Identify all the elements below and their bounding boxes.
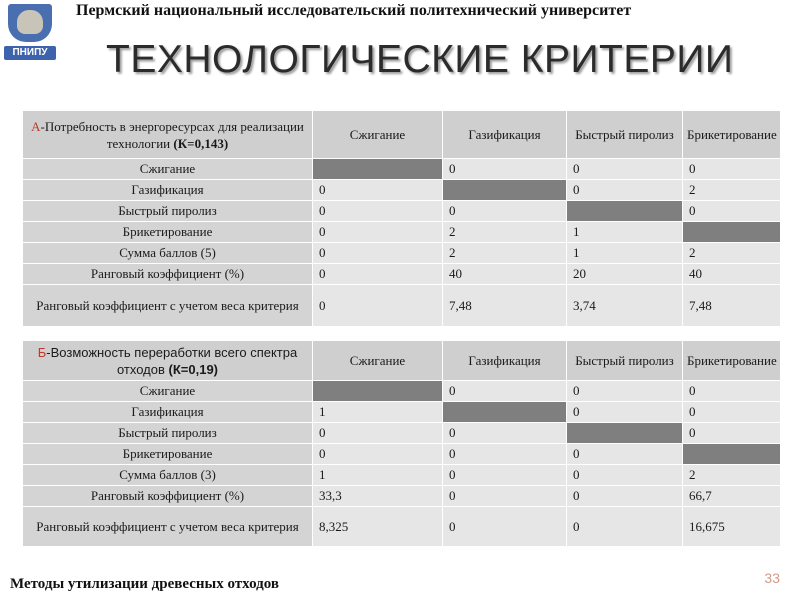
table-a-caption-text: -Потребность в энергоресурсах для реализации технологии: [40, 118, 304, 151]
table-cell: 20: [567, 264, 683, 285]
footer-title: Методы утилизации древесных отходов: [10, 576, 279, 592]
university-name: Пермский национальный исследовательский политехнический университет: [76, 2, 632, 19]
table-cell: 0: [443, 159, 567, 180]
table-cell: 0: [313, 243, 443, 264]
table-row: [23, 243, 781, 264]
table-cell: 0: [313, 180, 443, 201]
table-row: [23, 486, 781, 507]
table-cell: 0: [683, 201, 781, 222]
table-row: [23, 159, 781, 180]
university-logo: [4, 4, 56, 64]
table-row: [23, 507, 781, 547]
table-row: [23, 285, 781, 327]
table-cell: 1: [567, 243, 683, 264]
table-a-caption: [23, 111, 313, 159]
table-cell: 0: [567, 486, 683, 507]
table-cell: 0: [313, 444, 443, 465]
row-label: Сумма баллов (5): [23, 243, 313, 264]
table-cell: 8,325: [313, 507, 443, 547]
table-cell: 1: [567, 222, 683, 243]
row-label: Быстрый пиролиз: [23, 423, 313, 444]
table-cell: 0: [313, 285, 443, 327]
table-cell: 0: [443, 444, 567, 465]
row-label: Ранговый коэффициент (%): [23, 264, 313, 285]
table-cell: 0: [683, 423, 781, 444]
table-cell: 0: [567, 180, 683, 201]
empty-diagonal-cell: [683, 222, 781, 243]
table-cell: 3,74: [567, 285, 683, 327]
logo-text: ПНИПУ: [4, 46, 56, 60]
table-cell: 7,48: [443, 285, 567, 327]
table-cell: 0: [313, 264, 443, 285]
table-b-caption-text: -Возможность переработки всего спектра отходов: [46, 344, 298, 377]
table-cell: 0: [313, 201, 443, 222]
table-row: [23, 222, 781, 243]
table-b-col-header: Быстрый пиролиз: [567, 341, 683, 381]
empty-diagonal-cell: [443, 402, 567, 423]
table-cell: 66,7: [683, 486, 781, 507]
table-row: [23, 465, 781, 486]
table-b-coefficient: (К=0,19): [168, 361, 219, 377]
table-a-col-header: Быстрый пиролиз: [567, 111, 683, 159]
table-row: [23, 201, 781, 222]
table-cell: 0: [567, 402, 683, 423]
table-b-col-header: Брикетирование: [683, 341, 781, 381]
row-label: Ранговый коэффициент с учетом веса критерия: [23, 285, 313, 327]
table-row: [23, 264, 781, 285]
empty-diagonal-cell: [567, 201, 683, 222]
table-cell: 0: [567, 381, 683, 402]
table-cell: 0: [443, 201, 567, 222]
table-cell: 0: [443, 423, 567, 444]
table-cell: 0: [683, 402, 781, 423]
row-label: Сжигание: [23, 159, 313, 180]
row-label: Сумма баллов (3): [23, 465, 313, 486]
table-b-header-row: [23, 341, 781, 381]
table-cell: 0: [313, 423, 443, 444]
empty-diagonal-cell: [443, 180, 567, 201]
page-number: 33: [764, 570, 780, 586]
table-cell: 0: [443, 486, 567, 507]
row-label: Брикетирование: [23, 222, 313, 243]
row-label: Брикетирование: [23, 444, 313, 465]
page-title: ТЕХНОЛОГИЧЕСКИЕ КРИТЕРИИ: [106, 38, 734, 81]
row-label: Сжигание: [23, 381, 313, 402]
table-b-letter: Б: [37, 344, 47, 360]
table-row: [23, 381, 781, 402]
table-row: [23, 180, 781, 201]
table-cell: 0: [443, 381, 567, 402]
bear-icon: [17, 10, 43, 34]
empty-diagonal-cell: [567, 423, 683, 444]
table-a: [22, 110, 781, 327]
table-a-coefficient: (К=0,143): [173, 135, 229, 151]
table-b: [22, 340, 781, 547]
empty-diagonal-cell: [683, 444, 781, 465]
empty-diagonal-cell: [313, 159, 443, 180]
empty-diagonal-cell: [313, 381, 443, 402]
row-label: Газификация: [23, 402, 313, 423]
table-cell: 0: [567, 465, 683, 486]
table-cell: 2: [683, 465, 781, 486]
table-cell: 33,3: [313, 486, 443, 507]
table-cell: 0: [443, 507, 567, 547]
table-cell: 2: [683, 243, 781, 264]
row-label: Ранговый коэффициент (%): [23, 486, 313, 507]
table-cell: 1: [313, 465, 443, 486]
table-row: [23, 423, 781, 444]
row-label: Газификация: [23, 180, 313, 201]
table-cell: 0: [443, 465, 567, 486]
table-a-header-row: [23, 111, 781, 159]
table-cell: 0: [567, 507, 683, 547]
table-cell: 2: [443, 243, 567, 264]
row-label: Быстрый пиролиз: [23, 201, 313, 222]
table-cell: 2: [683, 180, 781, 201]
table-a-letter: А: [31, 118, 41, 134]
table-cell: 0: [313, 222, 443, 243]
table-cell: 40: [683, 264, 781, 285]
row-label: Ранговый коэффициент с учетом веса критерия: [23, 507, 313, 547]
table-cell: 0: [567, 159, 683, 180]
table-b-col-header: Сжигание: [313, 341, 443, 381]
table-cell: 0: [683, 159, 781, 180]
table-cell: 16,675: [683, 507, 781, 547]
table-cell: 2: [443, 222, 567, 243]
table-cell: 1: [313, 402, 443, 423]
table-b-col-header: Газификация: [443, 341, 567, 381]
table-cell: 40: [443, 264, 567, 285]
table-row: [23, 402, 781, 423]
table-a-col-header: Сжигание: [313, 111, 443, 159]
table-a-col-header: Газификация: [443, 111, 567, 159]
table-row: [23, 444, 781, 465]
table-cell: 0: [683, 381, 781, 402]
table-cell: 0: [567, 444, 683, 465]
table-b-caption: [23, 341, 313, 381]
table-a-col-header: Брикетирование: [683, 111, 781, 159]
table-cell: 7,48: [683, 285, 781, 327]
